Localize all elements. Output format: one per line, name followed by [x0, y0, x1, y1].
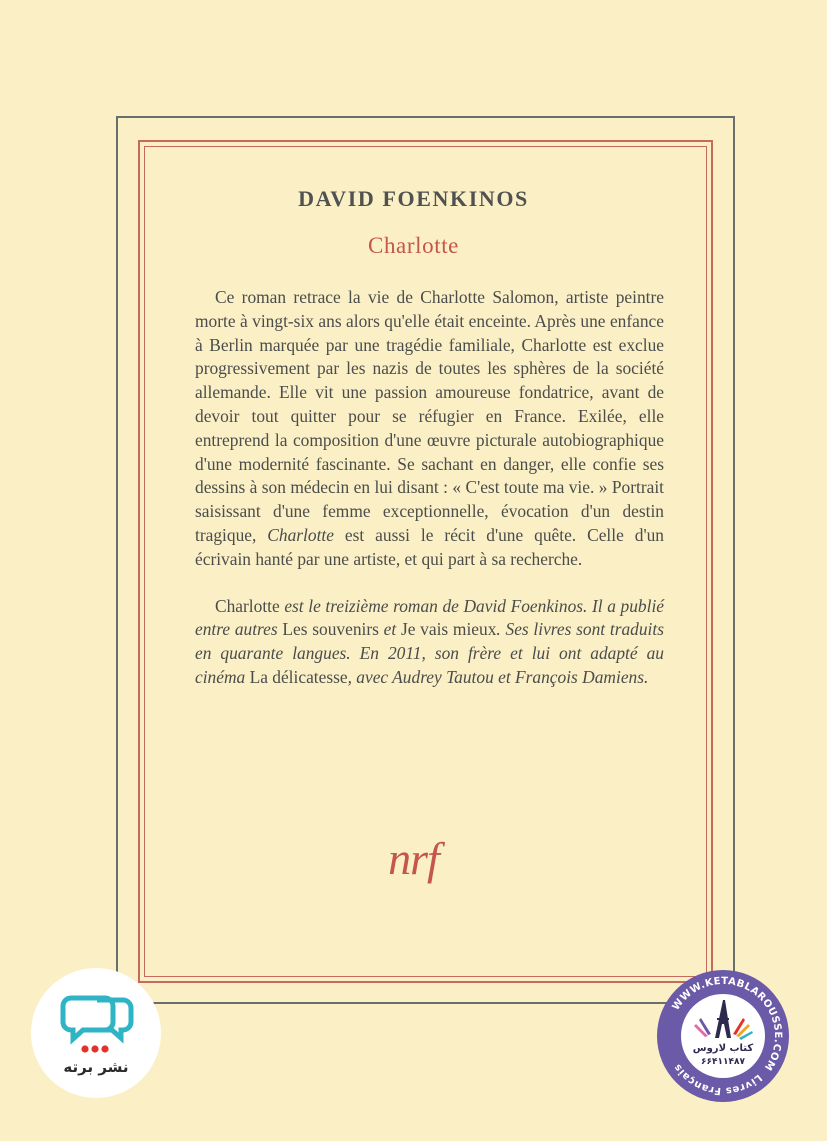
p1-run-2: est aussi le récit d'une quête. Celle d'un écrivain hanté par une artiste, et qui part à sa recherche.	[195, 524, 664, 569]
p2-run-2: Les souvenirs	[282, 619, 379, 640]
bookstore-name: کتاب لاروس	[692, 1043, 754, 1054]
p2-run-3: et	[378, 619, 401, 640]
bookstore-phone: ۶۶۴۱۱۴۸۷	[701, 1057, 745, 1067]
p2-run-1: est le treizième roman de David Foenkinos. Il a publié entre autres	[195, 595, 664, 640]
speech-bubbles-icon	[31, 968, 161, 1058]
back-cover-blurb	[195, 286, 664, 690]
nrf-logo: nrf	[388, 833, 439, 884]
author-name: DAVID FOENKINOS	[298, 186, 529, 211]
p2-run-4: Je vais mieux	[400, 619, 497, 640]
bookstore-badge-right	[657, 970, 789, 1102]
p2-run-5: . Ses livres sont traduits en quarante langues. En 2011, son frère et lui ont adapté au cinéma	[195, 619, 664, 687]
p1-run-0: Ce roman retrace la vie de Charlotte Salomon, artiste peintre morte à vingt-six ans alors qu'elle était enceinte. Après une enfance à Berlin marquée par une tragédie familiale, Charlotte est exclue progressivement par les nazis de toutes les sphères de la société allemande. Elle vit une passion amoureuse fondatrice, avant de devoir tout quitter pour se réfugier en France. Exilée, elle entreprend la composition d'une œuvre picturale autobiographique d'une modernité fascinante. Se sachant en danger, elle confie ses dessins à son médecin en lui disant : « C'est toute ma vie. » Portrait saisissant d'une femme exceptionnelle, évocation d'un destin tragique,	[195, 287, 664, 545]
p1-run-1: Charlotte	[267, 524, 334, 545]
p2-run-0: Charlotte	[215, 595, 280, 616]
badge-inner-circle	[681, 994, 765, 1078]
book-title: Charlotte	[368, 233, 459, 258]
eiffel-tower-icon	[681, 994, 765, 1044]
publisher-name-persian: نشر برته	[63, 1058, 129, 1076]
publisher-badge-left	[31, 968, 161, 1098]
p2-run-6: La délicatesse	[249, 666, 348, 687]
ring-livres-text: Livres Français	[672, 1061, 764, 1097]
blurb-paragraph-1	[195, 286, 664, 572]
ring-website-text: WWW.KETABLAROUSSE.COM	[670, 975, 784, 1073]
p2-run-7: , avec Audrey Tautou et François Damiens.	[347, 666, 649, 687]
blurb-paragraph-2	[195, 595, 664, 690]
